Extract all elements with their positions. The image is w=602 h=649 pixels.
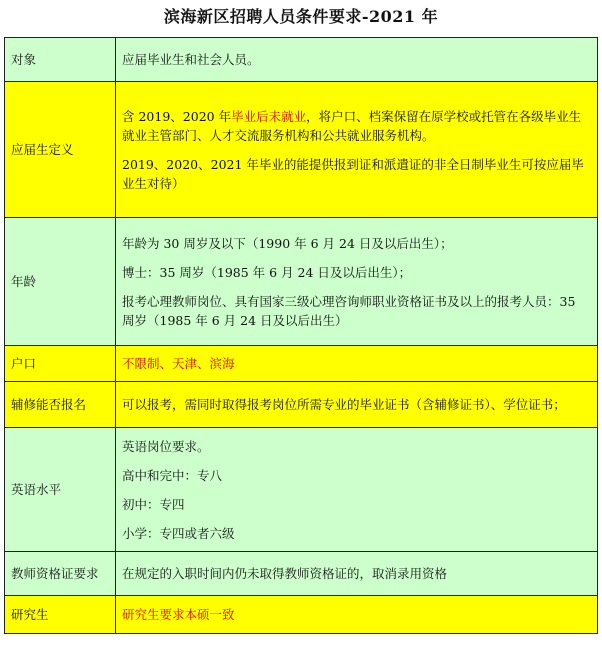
row-label-age: 年龄 bbox=[5, 218, 116, 346]
row-value-hukou: 不限制、天津、滨海 bbox=[116, 346, 598, 382]
english-para-4: 小学：专四或者六级 bbox=[122, 525, 235, 541]
row-label-english-level: 英语水平 bbox=[5, 428, 116, 552]
row-label-teacher-certificate: 教师资格证要求 bbox=[5, 552, 116, 596]
row-value-age bbox=[116, 218, 598, 346]
graduate-definition-para-2: 2019、2020、2021 年毕业的能提供报到证和派遣证的非全日制毕业生可按应届毕业生对待） bbox=[122, 156, 584, 191]
table-row bbox=[5, 552, 598, 596]
age-para-2: 博士：35 周岁（1985 年 6 月 24 日及以后出生）； bbox=[122, 264, 412, 280]
graduate-definition-highlight: 毕业后未就业 bbox=[231, 108, 307, 124]
row-label-postgraduate: 研究生 bbox=[5, 596, 116, 634]
english-para-3: 初中：专四 bbox=[122, 496, 185, 512]
row-label-graduate-definition: 应届生定义 bbox=[5, 82, 116, 218]
table-row bbox=[5, 382, 598, 428]
row-value-target: 应届毕业生和社会人员。 bbox=[116, 38, 598, 82]
row-value-english-level bbox=[116, 428, 598, 552]
row-value-postgraduate: 研究生要求本硕一致 bbox=[116, 596, 598, 634]
graduate-definition-text-b: ，将户口、档案保留在原学校或托管在各级毕业生就业主管部门、人才交流服务机构和公共就业服务机构。 bbox=[122, 108, 582, 143]
row-label-minor-eligibility: 辅修能否报名 bbox=[5, 382, 116, 428]
requirements-table bbox=[4, 37, 598, 634]
row-label-target: 对象 bbox=[5, 38, 116, 82]
graduate-definition-para-1 bbox=[122, 107, 591, 145]
table-row bbox=[5, 218, 598, 346]
page-title: 滨海新区招聘人员条件要求-2021 年 bbox=[163, 7, 439, 26]
english-para-1: 英语岗位要求。 bbox=[122, 438, 210, 454]
table-row bbox=[5, 596, 598, 634]
table-row bbox=[5, 428, 598, 552]
row-value-teacher-certificate: 在规定的入职时间内仍未取得教师资格证的，取消录用资格 bbox=[116, 552, 598, 596]
row-label-hukou: 户口 bbox=[5, 346, 116, 382]
age-para-3: 报考心理教师岗位、具有国家三级心理咨询师职业资格证书及以上的报考人员：35 周岁（1985 年 6 月 24 日及以后出生） bbox=[122, 293, 576, 328]
table-row bbox=[5, 346, 598, 382]
english-para-2: 高中和完中：专八 bbox=[122, 467, 223, 483]
table-row bbox=[5, 38, 598, 82]
graduate-definition-text-a: 含 2019、2020 年 bbox=[122, 108, 232, 124]
age-para-1: 年龄为 30 周岁及以下（1990 年 6 月 24 日及以后出生）； bbox=[122, 235, 453, 251]
row-value-minor-eligibility: 可以报考，需同时取得报考岗位所需专业的毕业证书（含辅修证书）、学位证书； bbox=[116, 382, 598, 428]
row-value-graduate-definition bbox=[116, 82, 598, 218]
table-row bbox=[5, 82, 598, 218]
